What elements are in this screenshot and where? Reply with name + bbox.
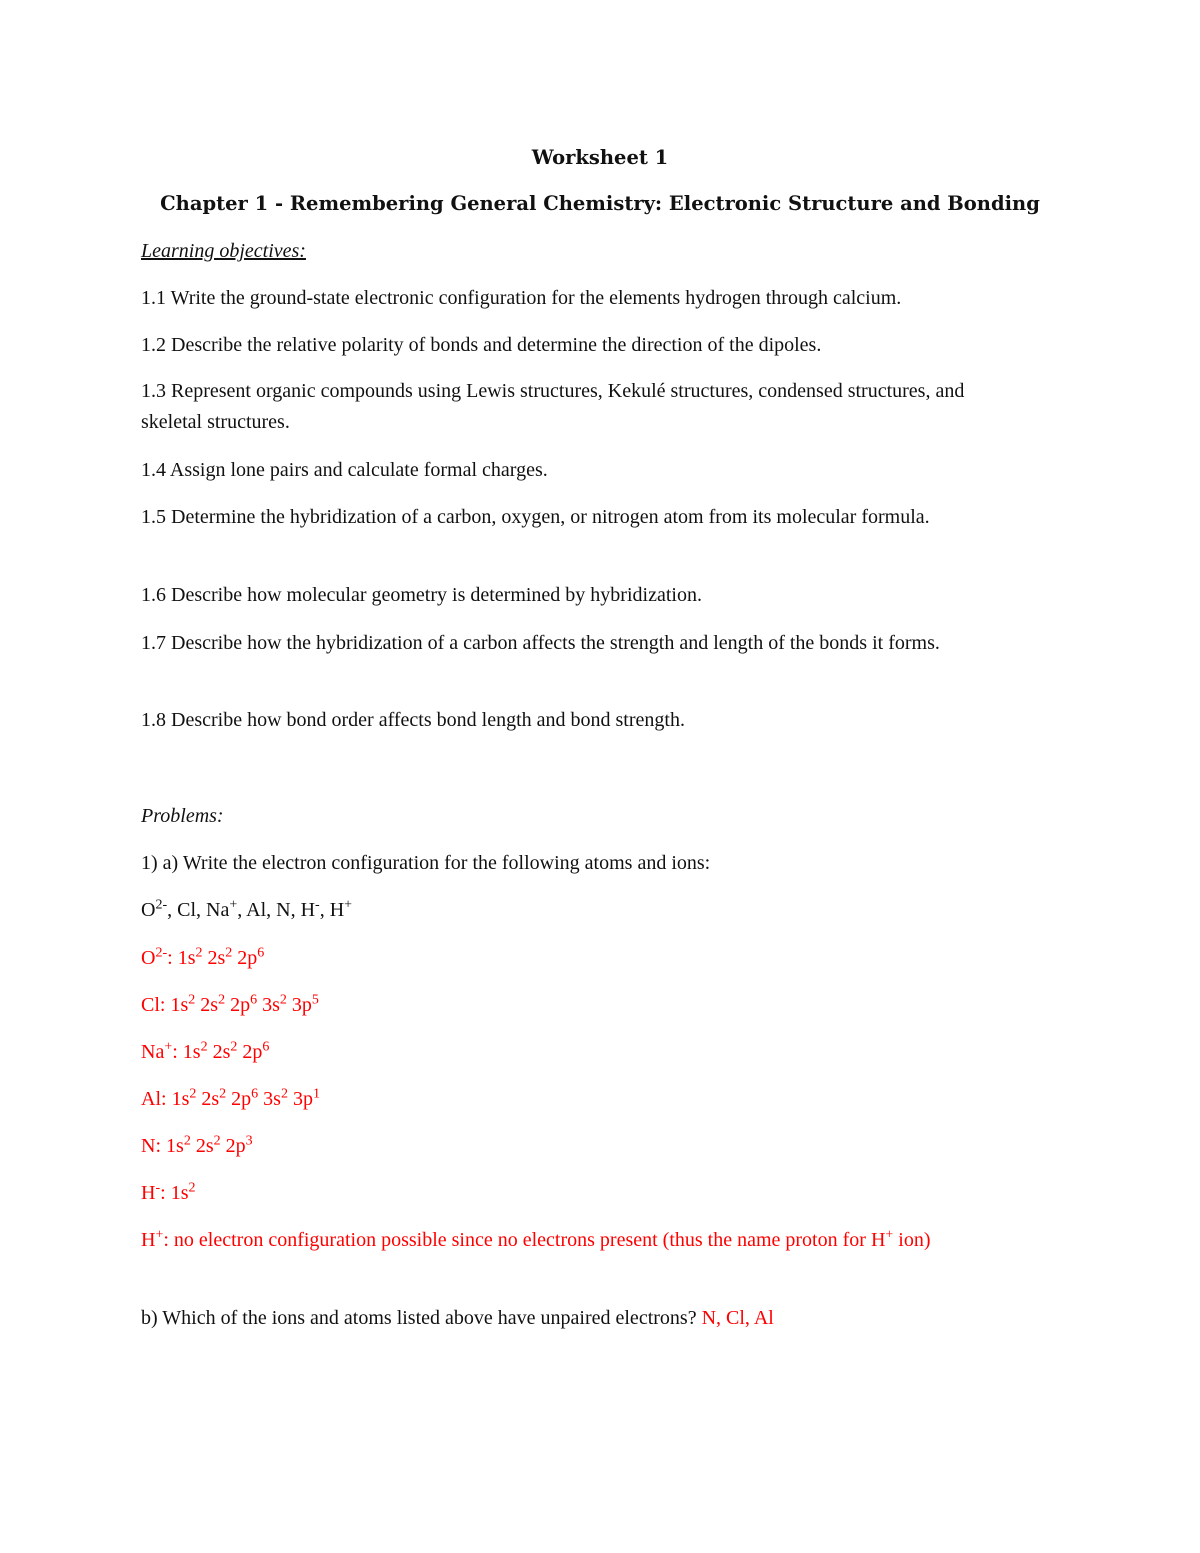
objective-1-6: 1.6 Describe how molecular geometry is determined by hybridization. [141, 584, 702, 606]
objective-1-7: 1.7 Describe how the hybridization of a carbon affects the strength and length of the bonds it forms. [141, 632, 940, 654]
answer-al: Al: $1s^2$ $2s^2$ $2p^6$ $3s^2$ $3p^1$ [141, 1086, 320, 1110]
orbital: 2s [201, 1088, 220, 1110]
orbital: 2p [237, 947, 258, 969]
answer-cl: Cl: $1s^2$ $2s^2$ $2p^6$ $3s^2$ $3p^5$ [141, 992, 319, 1016]
question-1b: b) Which of the ions and atoms listed above have unpaired electrons? N, Cl, Al [141, 1307, 774, 1329]
electron-count: 6 [257, 945, 265, 961]
orbital: 1s [170, 994, 189, 1016]
orbital: 3s [262, 994, 280, 1016]
electron-count: 2 [188, 1180, 196, 1196]
chapter-heading: Chapter 1 - Remembering General Chemistry: Electronic Structure and Bonding [160, 192, 1040, 215]
orbital: 1s [182, 1041, 201, 1063]
orbital: 2s [212, 1041, 231, 1063]
electron-count: 2 [219, 1086, 227, 1102]
answer-na-plus: Na+: $1s^2$ $2s^2$ $2p^6$ [141, 1039, 270, 1063]
orbital: 1s [177, 947, 196, 969]
question-1b-answer: N, Cl, Al [701, 1307, 774, 1329]
charge: + [164, 1039, 173, 1055]
objective-1-3: 1.3 Represent organic compounds using Lewis structures, Kekulé structures, condensed structures, and skeletal structures. [141, 380, 965, 433]
electron-count: 2 [225, 945, 233, 961]
electron-count: 2 [218, 992, 226, 1008]
orbital: 2p [225, 1135, 246, 1157]
answer-n: N: $1s^2$ $2s^2$ $2p^3$ [141, 1133, 253, 1157]
species-label: Al [141, 1088, 161, 1110]
answer-h-plus: H+: no electron configuration possible since no electrons present (thus the name proton for H+ ion) [141, 1227, 931, 1251]
species-label: O [141, 947, 156, 969]
electron-count: 2 [213, 1133, 221, 1149]
orbital: 3p [292, 1088, 313, 1110]
objective-1-8: 1.8 Describe how bond order affects bond length and bond strength. [141, 709, 685, 731]
objective-1-2: 1.2 Describe the relative polarity of bonds and determine the direction of the dipoles. [141, 334, 822, 356]
orbital: 2p [230, 994, 251, 1016]
objective-1-1: 1.1 Write the ground-state electronic configuration for the elements hydrogen through calcium. [141, 287, 902, 309]
electron-count: 6 [250, 992, 258, 1008]
electron-count: 5 [311, 992, 319, 1008]
charge: 2- [155, 945, 168, 961]
worksheet-title: Worksheet 1 [531, 146, 669, 169]
objective-1-5: 1.5 Determine the hybridization of a carbon, oxygen, or nitrogen atom from its molecular formula. [141, 506, 930, 528]
electron-count: 2 [189, 1086, 197, 1102]
species-label: Na [141, 1041, 165, 1063]
orbital: 2p [231, 1088, 252, 1110]
electron-count: 2 [183, 1133, 191, 1149]
species-list: $O^{2-}$, Cl, Na+, Al, N, H-, H+ [141, 897, 353, 921]
electron-count: 1 [312, 1086, 320, 1102]
electron-count: 6 [251, 1086, 259, 1102]
orbital: 2p [242, 1041, 263, 1063]
electron-count: 2 [195, 945, 203, 961]
species-label: N [141, 1135, 156, 1157]
electron-count: 2 [279, 992, 287, 1008]
orbital: 2s [195, 1135, 214, 1157]
electron-count: 3 [245, 1133, 253, 1149]
objectives-heading: Learning objectives: [141, 240, 306, 262]
charge: - [155, 1180, 161, 1196]
species-label: Cl [141, 994, 160, 1016]
electron-count: 2 [230, 1039, 238, 1055]
electron-count: 6 [262, 1039, 270, 1055]
electron-count: 2 [188, 992, 196, 1008]
problems-heading: Problems: [141, 805, 224, 827]
answer-h-minus: H-: $1s^2$ [141, 1180, 196, 1204]
species-label: H [141, 1182, 156, 1204]
electron-count: 2 [280, 1086, 288, 1102]
orbital: 3p [291, 994, 312, 1016]
question-1a: 1) a) Write the electron configuration for the following atoms and ions: [141, 852, 711, 874]
orbital: 1s [166, 1135, 184, 1157]
electron-count: 2 [200, 1039, 208, 1055]
orbital: 2s [200, 994, 219, 1016]
orbital: 1s [171, 1088, 190, 1110]
answer-o2minus: $O^{2-}$: $1s^2$ $2s^2$ $2p^6$ [141, 945, 265, 969]
orbital: 3s [263, 1088, 281, 1110]
objective-1-4: 1.4 Assign lone pairs and calculate formal charges. [141, 459, 548, 481]
orbital: 1s [170, 1182, 189, 1204]
orbital: 2s [207, 947, 226, 969]
